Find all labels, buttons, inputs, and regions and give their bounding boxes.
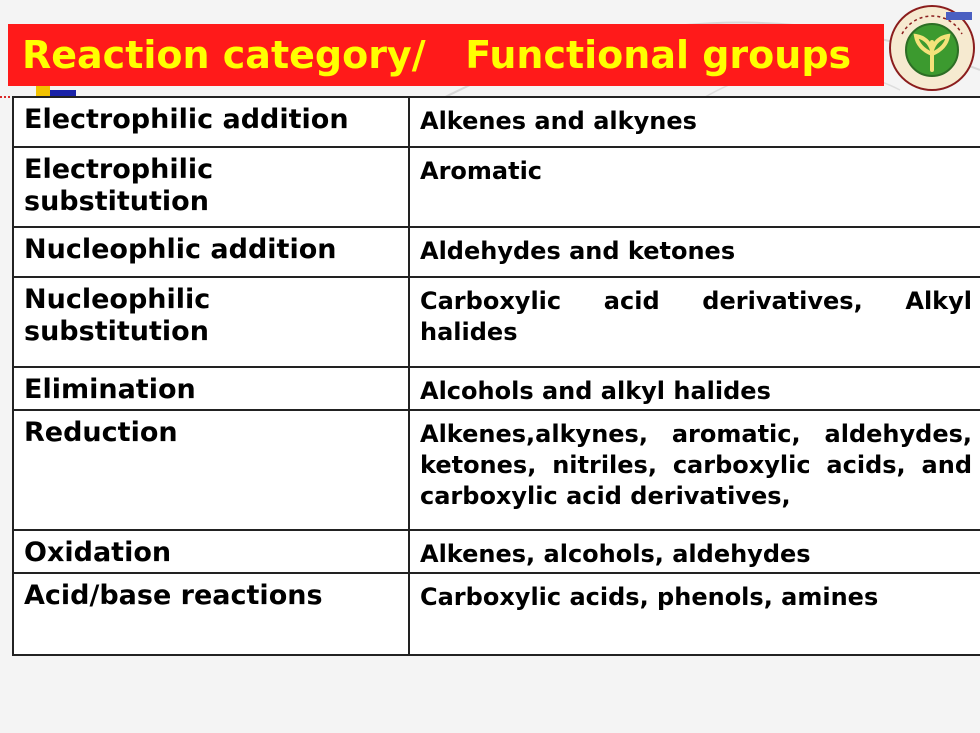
table-row — [13, 367, 980, 410]
groups-cell: Carboxylic acids, phenols, amines — [409, 573, 980, 655]
table-row — [13, 277, 980, 367]
groups-cell: Aromatic — [409, 147, 980, 227]
table-row — [13, 573, 980, 655]
groups-cell: Alkenes, alcohols, aldehydes — [409, 530, 980, 573]
table-row — [13, 530, 980, 573]
table-row — [13, 410, 980, 530]
category-cell: Acid/base reactions — [13, 573, 409, 655]
category-cell: Electrophilic addition — [13, 97, 409, 147]
university-seal-logo — [888, 4, 976, 92]
table-row — [13, 227, 980, 277]
table-row — [13, 147, 980, 227]
groups-cell: Alkenes and alkynes — [409, 97, 980, 147]
category-cell: Nucleophilic substitution — [13, 277, 409, 367]
category-cell: Elimination — [13, 367, 409, 410]
table-row — [13, 97, 980, 147]
groups-cell: Aldehydes and ketones — [409, 227, 980, 277]
category-cell: Reduction — [13, 410, 409, 530]
groups-cell: Alcohols and alkyl halides — [409, 367, 980, 410]
category-cell: Electrophilic substitution — [13, 147, 409, 227]
reaction-table — [12, 96, 980, 656]
category-cell: Oxidation — [13, 530, 409, 573]
slide-title: Reaction category/ Functional groups — [8, 24, 884, 86]
groups-cell: Carboxylic acid derivatives, Alkyl halides — [409, 277, 980, 367]
category-cell: Nucleophlic addition — [13, 227, 409, 277]
groups-cell: Alkenes,alkynes, aromatic, aldehydes, ketones, nitriles, carboxylic acids, and carboxylic acid derivatives, — [409, 410, 980, 530]
